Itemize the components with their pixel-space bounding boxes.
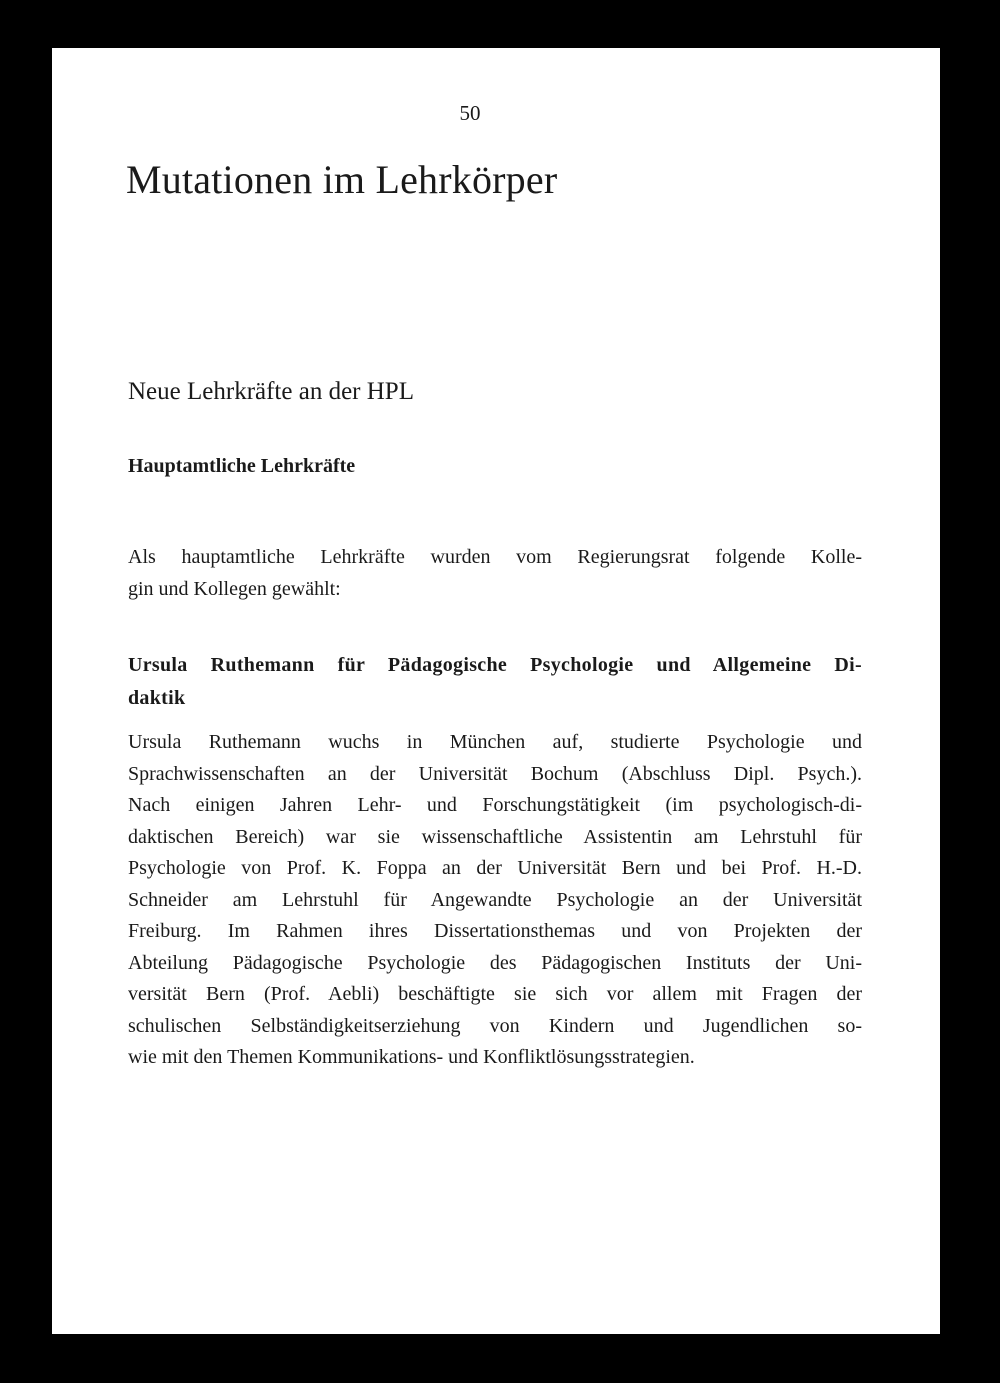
bio-line: Nach einigen Jahren Lehr- und Forschungstätigkeit (im psychologisch-di- xyxy=(128,794,862,816)
person-heading-line: daktik xyxy=(128,687,186,709)
bio-line: Psychologie von Prof. K. Foppa an der Universität Bern und bei Prof. H.-D. xyxy=(128,857,862,879)
bio-line: schulischen Selbständigkeitserziehung von Kindern und Jugendlichen so- xyxy=(128,1014,862,1037)
intro-line: Als hauptamtliche Lehrkräfte wurden vom Regierungsrat folgende Kolle- xyxy=(128,546,862,568)
subsection-title: Hauptamtliche Lehrkräfte xyxy=(128,455,356,477)
bio-line: Freiburg. Im Rahmen ihres Dissertationsthemas und von Projekten der xyxy=(128,920,862,942)
document-page xyxy=(52,48,940,1334)
intro-paragraph xyxy=(128,542,862,605)
bio-line: Sprachwissenschaften an der Universität Bochum (Abschluss Dipl. Psych.). xyxy=(128,762,862,785)
bio-line: versität Bern (Prof. Aebli) beschäftigte sie sich vor allem mit Fragen der xyxy=(128,983,862,1005)
bio-line: wie mit den Themen Kommunikations- und Konfliktlösungsstrategien. xyxy=(128,1046,695,1068)
person-heading-line: Ursula Ruthemann für Pädagogische Psychologie und Allgemeine Di- xyxy=(128,654,862,676)
bio-line: daktischen Bereich) war sie wissenschaftliche Assistentin am Lehrstuhl für xyxy=(128,825,862,848)
person-heading xyxy=(128,649,862,715)
bio-line: Abteilung Pädagogische Psychologie des Pädagogischen Instituts der Uni- xyxy=(128,951,862,974)
chapter-title: Mutationen im Lehrkörper xyxy=(126,157,558,202)
section-title: Neue Lehrkräfte an der HPL xyxy=(128,378,414,405)
bio-line: Ursula Ruthemann wuchs in München auf, studierte Psychologie und xyxy=(128,731,862,753)
biography-paragraph xyxy=(128,727,862,1074)
intro-line: gin und Kollegen gewählt: xyxy=(128,577,341,600)
page-number: 50 xyxy=(459,101,481,125)
bio-line: Schneider am Lehrstuhl für Angewandte Psychologie an der Universität xyxy=(128,888,862,911)
